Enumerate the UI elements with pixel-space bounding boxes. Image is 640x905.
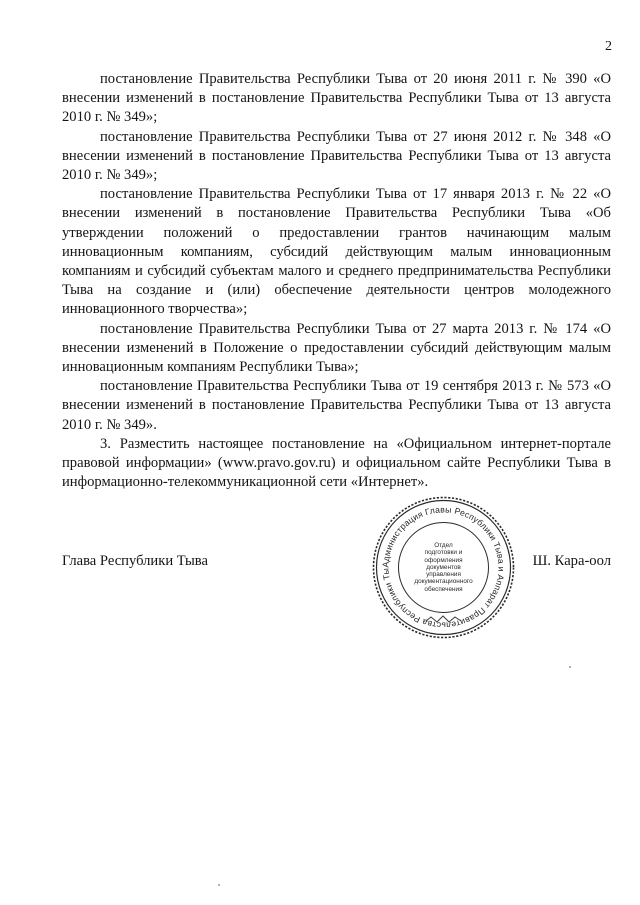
paragraph-resolution-2013-22: постановление Правительства Республики Тыва от 17 января 2013 г. № 22 «О внесении изменений в постановление Правительства Республики Тыва «Об утверждении положений о предоставлении грантов начинающим малым инновационным компаниям, субсидий действующим малым инновационным компаниям и субсидий субъектам малого и среднего предпринимательства Республики Тыва на создание и (или) обеспечение деятельности центров молодежного инновационного творчества»; [62, 186, 611, 318]
stamp-inner-line: Отдел [434, 542, 453, 550]
paragraph-resolution-2013-174: постановление Правительства Республики Тыва от 27 марта 2013 г. № 174 «О внесении изменений в Положение о предоставлении субсидий действующим малым инновационным компаниям Республики Тыва»; [62, 320, 611, 376]
scan-artifact-dot [218, 884, 220, 886]
paragraph-resolution-2013-573: постановление Правительства Республики Тыва от 19 сентября 2013 г. № 573 «О внесении изменений в постановление Правительства Республики Тыва от 13 августа 2010 г. № 349». [62, 378, 611, 433]
paragraph-item-3-publication: 3. Разместить настоящее постановление на «Официальном интернет-портале правовой информации» (www.pravo.gov.ru) и официальном сайте Республики Тыва в информационно-телекоммуникационной сети «Интернет». [62, 435, 611, 491]
official-stamp [371, 495, 516, 640]
stamp-inner-line: подготовки и [424, 549, 463, 557]
signatory-title: Глава Республики Тыва [62, 553, 208, 569]
paragraph-resolution-2011-390: постановление Правительства Республики Тыва от 20 июня 2011 г. № 390 «О внесении изменений в постановление Правительства Республики Тыва от 13 августа 2010 г. № 349»; [62, 71, 611, 126]
stamp-inner-line: обеспечения [424, 585, 463, 593]
page-number: 2 [605, 39, 612, 54]
stamp-inner-line: управления [426, 571, 461, 579]
stamp-ring-text: Администрация Главы Республики Тыва и Аппарат Правительства Республики Ты [380, 504, 507, 631]
stamp-inner-line: документационного [414, 578, 473, 586]
stamp-inner-text [409, 533, 478, 602]
stamp-inner-line: оформления документов [424, 556, 463, 571]
document-body [62, 70, 611, 492]
paragraph-resolution-2012-348: постановление Правительства Республики Тыва от 27 июня 2012 г. № 348 «О внесении изменений в постановление Правительства Республики Тыва от 13 августа 2010 г. № 349»; [62, 128, 611, 184]
scan-artifact-dot [569, 666, 571, 668]
signatory-name: Ш. Кара-оол [532, 553, 611, 569]
